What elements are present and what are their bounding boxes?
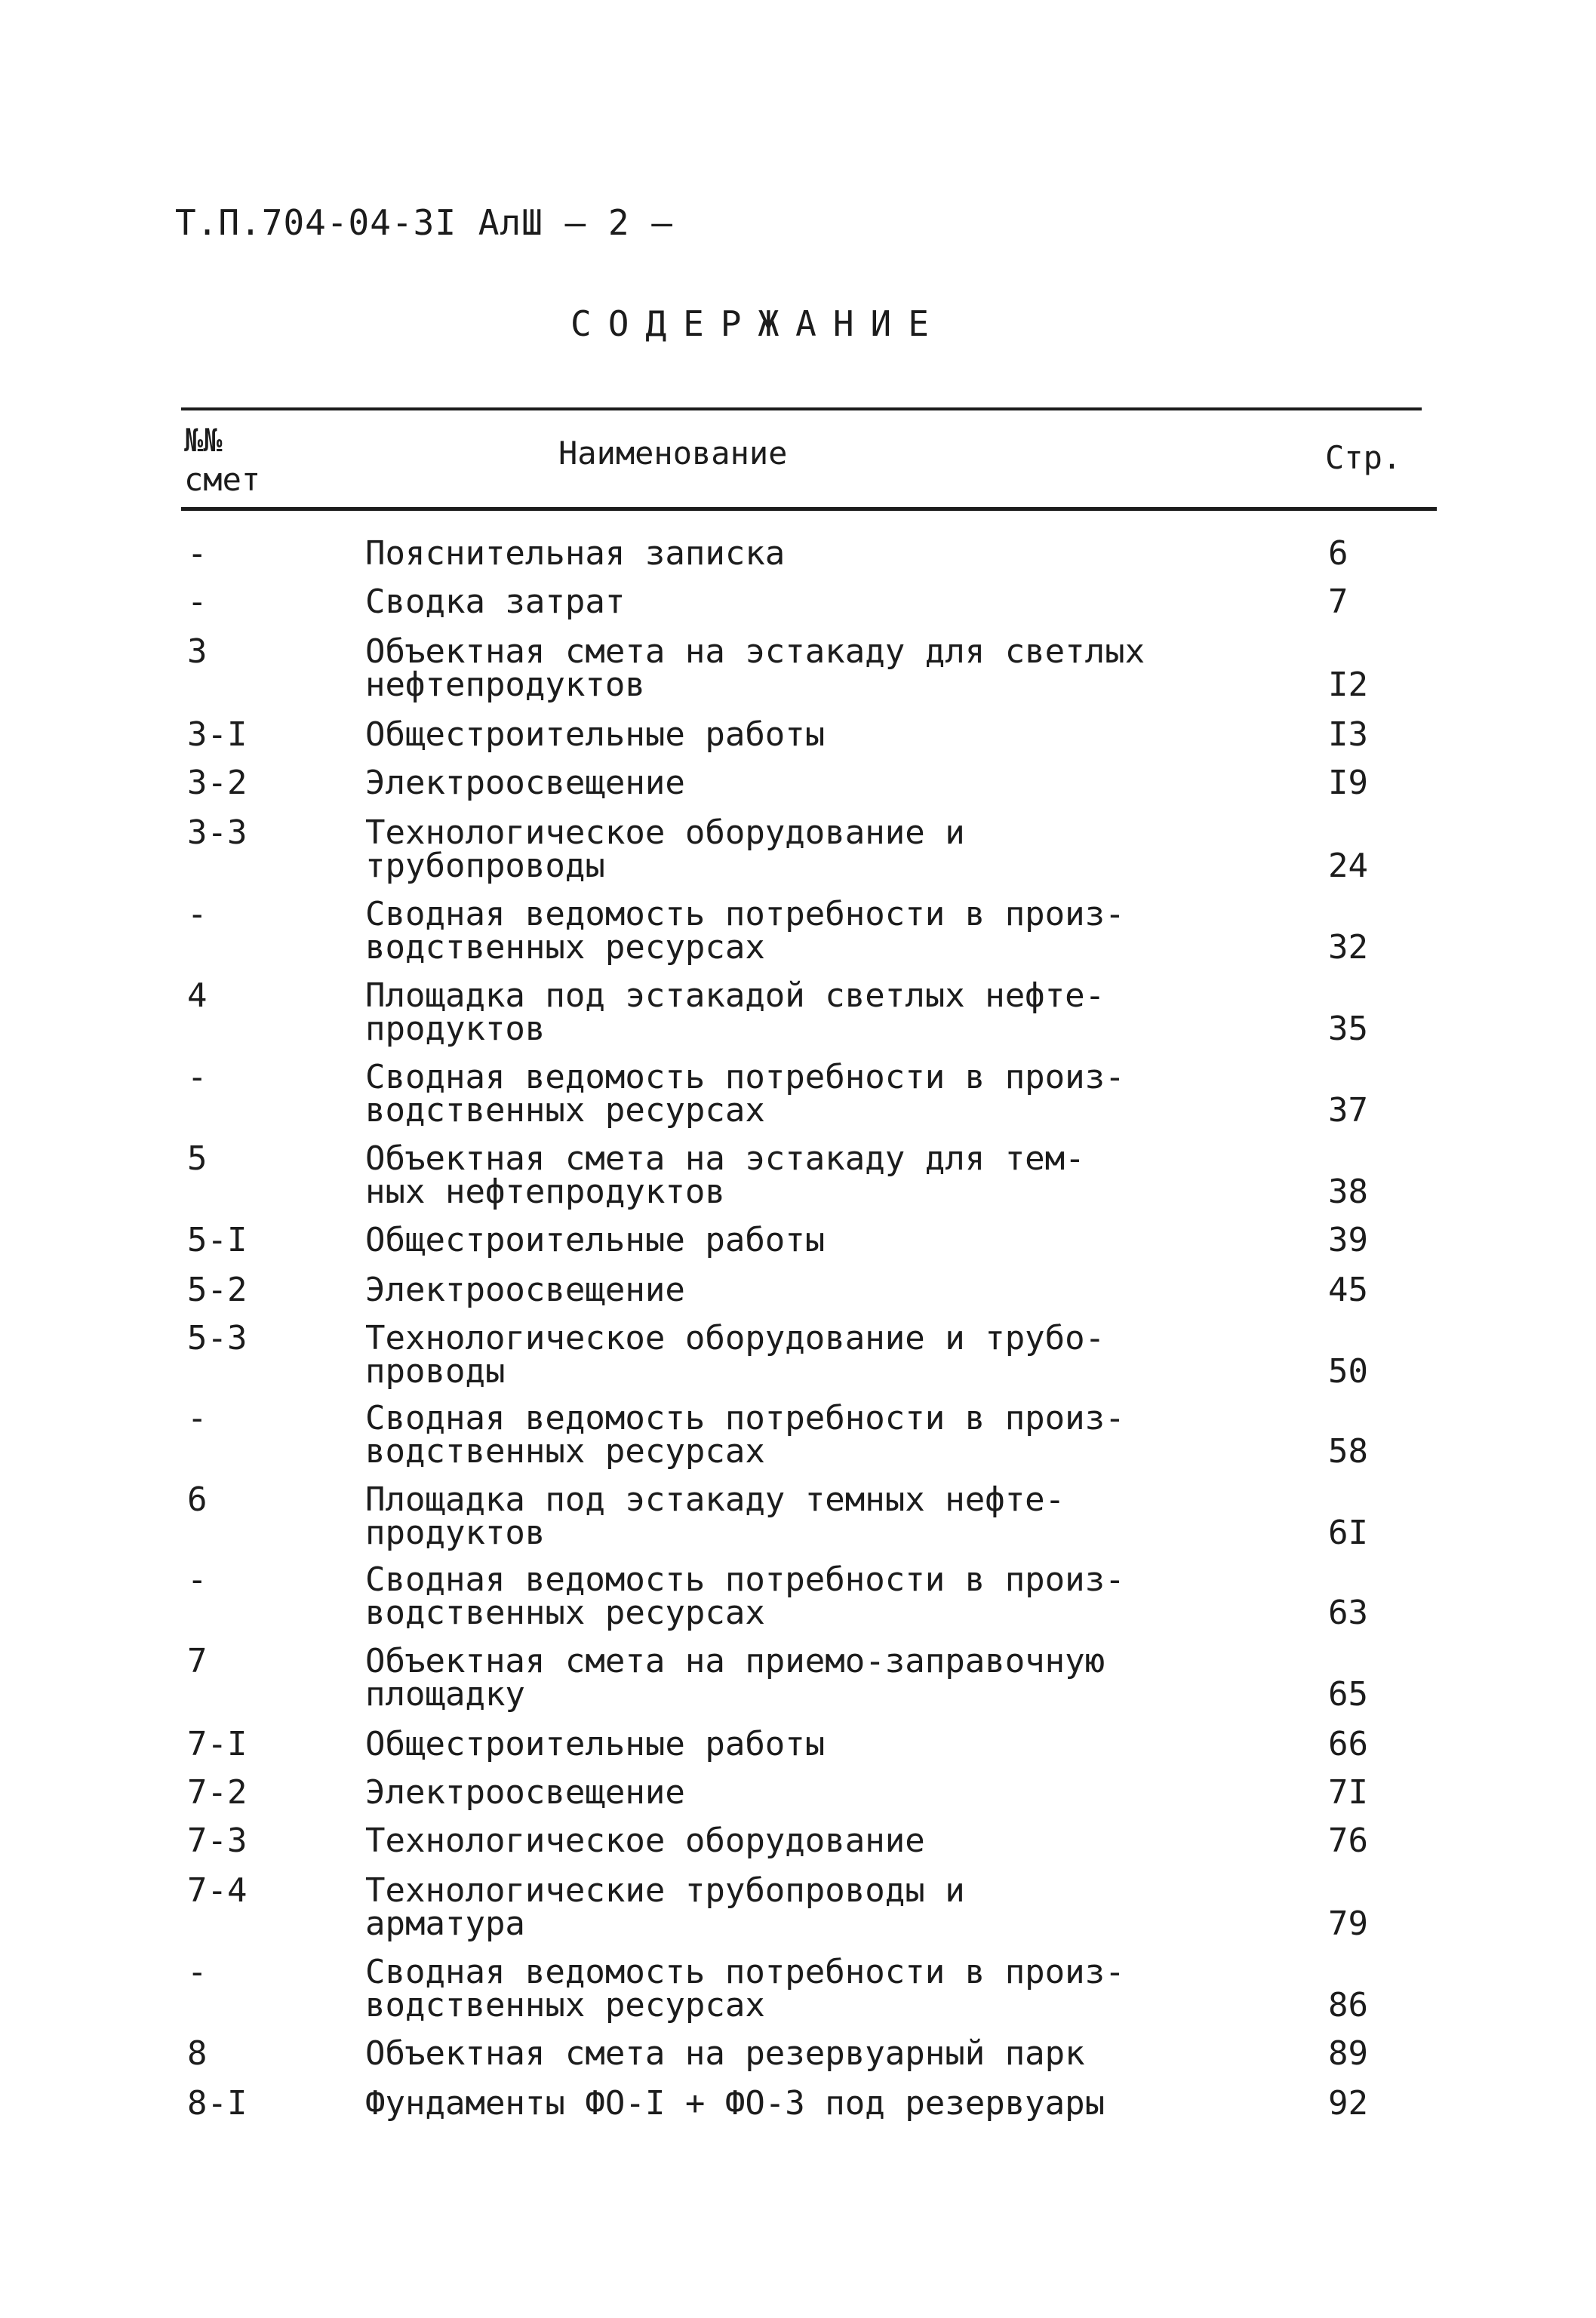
estimate-number: 3-3	[187, 813, 248, 852]
page-number: 50	[1328, 1352, 1368, 1391]
estimate-number: 8-I	[187, 2084, 248, 2123]
page-number: 38	[1328, 1173, 1368, 1211]
estimate-number: 5-2	[187, 1271, 248, 1309]
page-number: I2	[1328, 666, 1368, 704]
page-number: 63	[1328, 1594, 1368, 1632]
entry-name: Площадка под эстакадой светлых нефте- продуктов	[365, 976, 1106, 1048]
entry-name: Технологическое оборудование и трубопроводы	[365, 813, 965, 885]
estimate-number: -	[187, 534, 208, 573]
page-number: 39	[1328, 1221, 1368, 1259]
estimate-number: -	[187, 1058, 208, 1096]
entry-name: Технологические трубопроводы и арматура	[365, 1871, 965, 1943]
estimate-number: -	[187, 1560, 208, 1599]
estimate-number: 5	[187, 1139, 208, 1178]
entry-name: Электроосвещение	[365, 764, 685, 802]
page-number: 7I	[1328, 1773, 1368, 1812]
page-number: 58	[1328, 1432, 1368, 1471]
entry-name: Пояснительная записка	[365, 534, 786, 573]
estimate-number: 7-I	[187, 1725, 248, 1763]
entry-name: Объектная смета на резервуарный парк	[365, 2034, 1085, 2073]
entry-name: Технологическое оборудование	[365, 1822, 925, 1860]
entry-name: Сводка затрат	[365, 583, 626, 621]
document-code-header: Т.П.704-04-3I АлШ — 2 —	[175, 202, 673, 243]
estimate-number: 3-I	[187, 715, 248, 754]
estimate-number: -	[187, 1953, 208, 1991]
entry-name: Объектная смета на приемо-заправочную площадку	[365, 1642, 1106, 1714]
estimate-number: 7-3	[187, 1822, 248, 1860]
entry-name: Сводная ведомость потребности в произ- водственных ресурсах	[365, 1058, 1125, 1130]
page-number: 89	[1328, 2034, 1368, 2073]
page-number: I3	[1328, 715, 1368, 754]
estimate-number: 8	[187, 2034, 208, 2073]
entry-name: Общестроительные работы	[365, 1725, 826, 1763]
column-header-page: Стр.	[1325, 439, 1402, 476]
page-number: 92	[1328, 2084, 1368, 2123]
column-header-number: №№ смет	[184, 422, 261, 498]
entry-name: Фундаменты ФО-I + ФО-3 под резервуары	[365, 2084, 1106, 2123]
entry-name: Сводная ведомость потребности в произ- водственных ресурсах	[365, 1560, 1125, 1632]
estimate-number: -	[187, 895, 208, 933]
estimate-number: -	[187, 1399, 208, 1437]
entry-name: Сводная ведомость потребности в произ- водственных ресурсах	[365, 1953, 1125, 2024]
page-number: 6I	[1328, 1514, 1368, 1552]
page-number: 35	[1328, 1010, 1368, 1048]
page-number: 79	[1328, 1905, 1368, 1943]
entry-name: Электроосвещение	[365, 1773, 685, 1812]
page-number: 6	[1328, 534, 1348, 573]
entry-name: Объектная смета на эстакаду для светлых нефтепродуктов	[365, 632, 1145, 704]
entry-name: Площадка под эстакаду темных нефте- продуктов	[365, 1480, 1066, 1552]
entry-name: Электроосвещение	[365, 1271, 685, 1309]
entry-name: Объектная смета на эстакаду для тем- ных нефтепродуктов	[365, 1139, 1085, 1211]
entry-name: Сводная ведомость потребности в произ- водственных ресурсах	[365, 895, 1125, 967]
estimate-number: 6	[187, 1480, 208, 1519]
entry-name: Технологическое оборудование и трубо- проводы	[365, 1319, 1106, 1391]
page-number: 37	[1328, 1091, 1368, 1130]
estimate-number: 3	[187, 632, 208, 671]
estimate-number: 5-I	[187, 1221, 248, 1259]
entry-name: Общестроительные работы	[365, 715, 826, 754]
page-number: 65	[1328, 1675, 1368, 1714]
estimate-number: 4	[187, 976, 208, 1015]
estimate-number: 7-2	[187, 1773, 248, 1812]
page-number: 86	[1328, 1986, 1368, 2024]
estimate-number: 7	[187, 1642, 208, 1680]
page-number: 45	[1328, 1271, 1368, 1309]
estimate-number: -	[187, 583, 208, 621]
column-header-name: Наименование	[558, 435, 788, 472]
page-number: I9	[1328, 764, 1368, 802]
page-number: 66	[1328, 1725, 1368, 1763]
entry-name: Общестроительные работы	[365, 1221, 826, 1259]
estimate-number: 5-3	[187, 1319, 248, 1357]
page-number: 32	[1328, 928, 1368, 967]
page-title: СОДЕРЖАНИЕ	[570, 303, 946, 344]
page-number: 76	[1328, 1822, 1368, 1860]
estimate-number: 7-4	[187, 1871, 248, 1910]
page-number: 7	[1328, 583, 1348, 621]
estimate-number: 3-2	[187, 764, 248, 802]
page-number: 24	[1328, 847, 1368, 885]
entry-name: Сводная ведомость потребности в произ- водственных ресурсах	[365, 1399, 1125, 1471]
